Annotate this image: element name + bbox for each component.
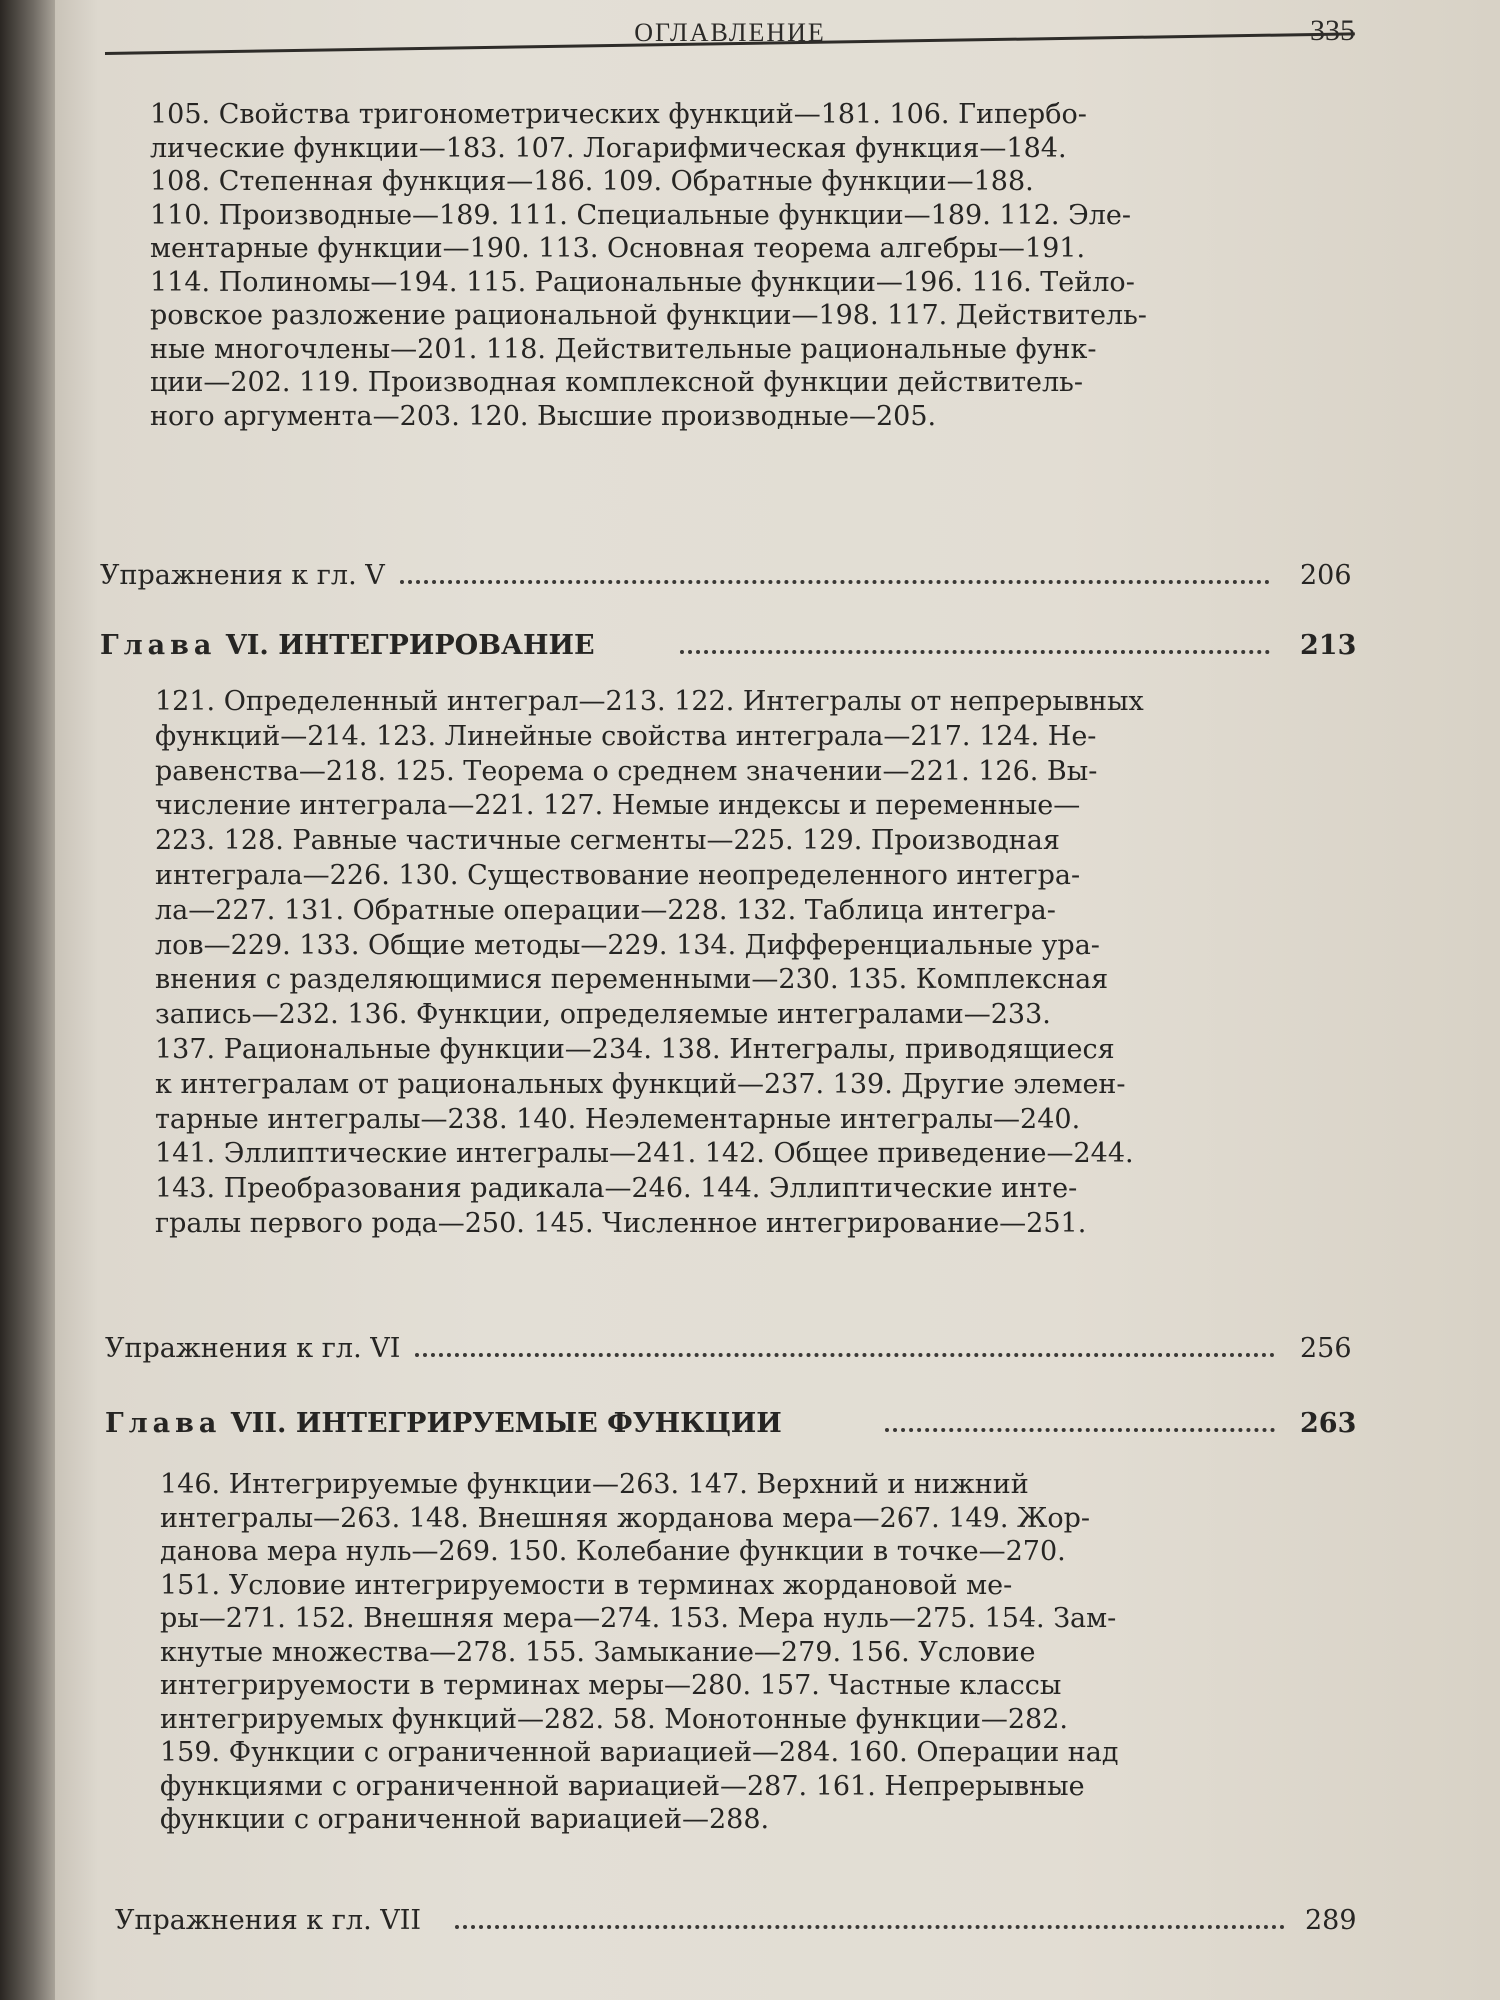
toc-sections-chapter-7 [160,1468,1255,1837]
toc-text-line: данова мера нуль—269. 150. Колебание функции в точке—270. [160,1536,1066,1567]
toc-exercises-label: Упражнения к гл. V [100,560,385,591]
toc-chapter-7 [105,1408,1355,1444]
book-spine-shadow [0,0,55,2000]
toc-text-line: 110. Производные—189. 111. Специальные функции—189. 112. Эле- [150,199,1131,231]
toc-text-line: ровское разложение рациональной функции—198. 117. Действитель- [150,300,1147,331]
dot-leader [415,1349,1275,1357]
toc-text-line: ла—227. 131. Обратные операции—228. 132. Таблица интегра- [155,894,1056,926]
toc-text-line: ментарные функции—190. 113. Основная теорема алгебры—191. [150,233,1086,264]
running-header [105,14,1355,54]
toc-text-line: 143. Преобразования радикала—246. 144. Эллиптические инте- [155,1173,1078,1205]
toc-sections-chapter-6 [155,685,1260,1242]
toc-page-number: 256 [1300,1333,1352,1364]
dot-leader [885,1424,1275,1432]
toc-text-line: интеграла—226. 130. Существование неопределенного интегра- [155,859,1081,891]
toc-exercises-chapter-7 [115,1905,1365,1941]
toc-text-line: равенства—218. 125. Теорема о среднем значении—221. 126. Вы- [155,755,1098,787]
toc-exercises-chapter-6 [105,1333,1355,1369]
toc-text-line: интегрируемости в терминах меры—280. 157. Частные классы [160,1670,1062,1701]
dot-leader [400,576,1270,584]
book-page [55,0,1500,2000]
toc-text-line: функций—214. 123. Линейные свойства интеграла—217. 124. Не- [155,720,1097,752]
toc-text-line: лов—229. 133. Общие методы—229. 134. Дифференциальные ура- [155,929,1100,961]
toc-text-line: кнутые множества—278. 155. Замыкание—279. 156. Условие [160,1636,1036,1668]
toc-exercises-label: Упражнения к гл. VII [115,1905,422,1936]
toc-text-line: лические функции—183. 107. Логарифмическая функция—184. [150,132,1067,164]
toc-exercises-label: Упражнения к гл. VI [105,1333,401,1364]
toc-exercises-chapter-5 [100,560,1350,596]
toc-text-line: ного аргумента—203. 120. Высшие производные—205. [150,400,937,432]
toc-page-number: 206 [1300,560,1352,591]
header-page-number: 335 [1310,14,1355,47]
toc-text-line: функции с ограниченной вариацией—288. [160,1804,770,1835]
header-title: ОГЛАВЛЕНИЕ [634,18,826,47]
dot-leader [455,1921,1285,1929]
toc-text-line: 159. Функции с ограниченной вариацией—284. 160. Операции над [160,1737,1119,1768]
toc-page-number: 289 [1305,1905,1357,1936]
chapter-title: VII. ИНТЕГРИРУЕМЫЕ ФУНКЦИИ [230,1408,782,1439]
toc-text-line: тарные интегралы—238. 140. Неэлементарные интегралы—240. [155,1103,1081,1135]
dot-leader [680,646,1270,654]
toc-text-line: функциями с ограниченной вариацией—287. 161. Непрерывные [160,1770,1085,1802]
toc-text-line: 137. Рациональные функции—234. 138. Интегралы, приводящиеся [155,1033,1115,1065]
toc-page-number: 263 [1300,1408,1357,1439]
toc-text-line: числение интеграла—221. 127. Немые индексы и переменные— [155,790,1081,822]
toc-sections-chapter-5 [150,98,1260,433]
toc-text-line: ры—271. 152. Внешняя мера—274. 153. Мера нуль—275. 154. Зам- [160,1603,1117,1634]
toc-text-line: 223. 128. Равные частичные сегменты—225. 129. Производная [155,825,1060,857]
toc-text-line: внения с разделяющимися переменными—230. 135. Комплексная [155,964,1109,996]
toc-text-line: гралы первого рода—250. 145. Численное интегрирование—251. [155,1207,1087,1239]
toc-text-line: интегралы—263. 148. Внешняя жорданова мера—267. 149. Жор- [160,1502,1091,1534]
toc-text-line: 114. Полиномы—194. 115. Рациональные функции—196. 116. Тейло- [150,266,1135,298]
toc-chapter-6 [100,630,1357,666]
toc-text-line: 141. Эллиптические интегралы—241. 142. Общее приведение—244. [155,1138,1134,1170]
chapter-title: VI. ИНТЕГРИРОВАНИЕ [225,630,595,661]
toc-text-line: ные многочлены—201. 118. Действительные рациональные функ- [150,333,1097,365]
toc-text-line: 121. Определенный интеграл—213. 122. Интегралы от непрерывных [155,686,1144,717]
toc-page-number: 213 [1300,630,1357,661]
chapter-prefix: Глава [100,630,217,661]
toc-text-line: 108. Степенная функция—186. 109. Обратные функции—188. [150,166,1034,197]
toc-text-line: интегрируемых функций—282. 58. Монотонные функции—282. [160,1703,1068,1735]
toc-text-line: 105. Свойства тригонометрических функций—181. 106. Гипербо- [150,99,1087,130]
toc-text-line: ции—202. 119. Производная комплексной функции действитель- [150,367,1084,398]
toc-text-line: к интегралам от рациональных функций—237. 139. Другие элемен- [155,1068,1126,1100]
chapter-prefix: Глава [105,1408,222,1439]
toc-text-line: 151. Условие интегрируемости в терминах жордановой ме- [160,1569,1013,1601]
toc-text-line: запись—232. 136. Функции, определяемые интегралами—233. [155,999,1051,1031]
toc-text-line: 146. Интегрируемые функции—263. 147. Верхний и нижний [160,1469,1029,1500]
